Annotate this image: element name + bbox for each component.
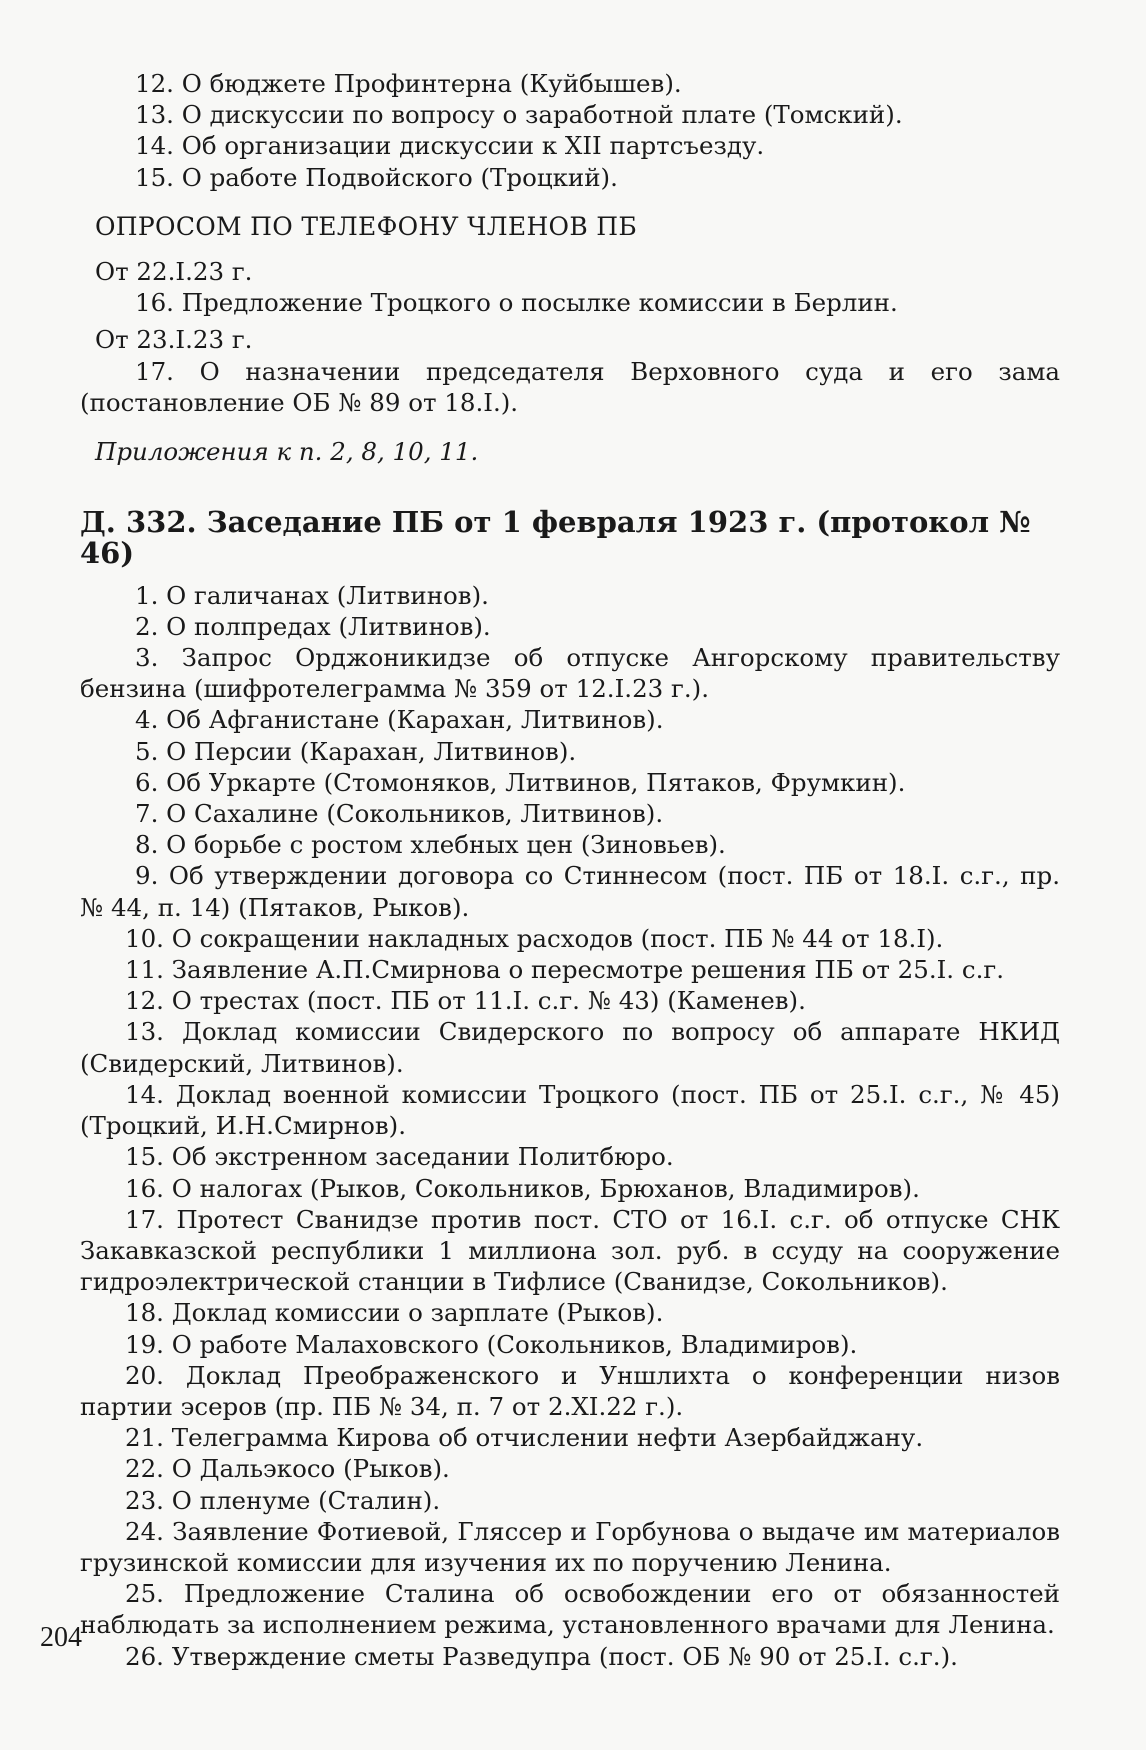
appendix-note: Приложения к п. 2, 8, 10, 11. [95,437,479,467]
list-item: 10. О сокращении накладных расходов (пост. ПБ № 44 от 18.I). [125,923,944,953]
list-item: 16. Предложение Троцкого о посылке комиссии в Берлин. [135,288,898,318]
top-item-list [80,68,1060,193]
list-item: 13. О дискуссии по вопросу о заработной плате (Томский). [135,100,903,130]
list-item: 22. О Дальэкосо (Рыков). [125,1454,450,1484]
date-line: От 22.I.23 г. [95,257,253,287]
list-item: 16. О налогах (Рыков, Сокольников, Брюханов, Владимиров). [125,1173,920,1203]
list-item: 14. Доклад военной комиссии Троцкого (пост. ПБ от 25.I. с.г., № 45) (Троцкий, И.Н.Смирнов). [80,1079,1060,1141]
list-item: 13. Доклад комиссии Свидерского по вопросу об аппарате НКИД (Свидерский, Литвинов). [80,1017,1060,1078]
section-item-list [80,580,1060,1672]
list-item: 23. О пленуме (Сталин). [125,1485,441,1515]
list-item: 1. О галичанах (Литвинов). [135,580,489,610]
list-item: 25. Предложение Сталина об освобождении его от обязанностей наблюдать за исполнением режима, установленного врачами для Ленина. [80,1579,1060,1640]
list-item: 2. О полпредах (Литвинов). [135,611,491,641]
list-item: 21. Телеграмма Кирова об отчислении нефти Азербайджану. [125,1423,924,1453]
list-item: 4. Об Афганистане (Карахан, Литвинов). [135,705,664,735]
page-number: 204 [40,1622,82,1653]
list-item: 18. Доклад комиссии о зарплате (Рыков). [125,1298,664,1328]
list-item: 12. О трестах (пост. ПБ от 11.I. с.г. № 43) (Каменев). [125,986,806,1016]
list-item: 8. О борьбе с ростом хлебных цен (Зиновьев). [135,830,726,860]
list-item: 20. Доклад Преображенского и Уншлихта о конференции низов партии эсеров (пр. ПБ № 34, п. 7 от 2.XI.22 г.). [80,1360,1060,1421]
list-item: 15. О работе Подвойского (Троцкий). [135,162,618,192]
list-item: 26. Утверждение сметы Разведупра (пост. ОБ № 90 от 25.I. с.г.). [125,1641,958,1671]
phone-poll-heading: ОПРОСОМ ПО ТЕЛЕФОНУ ЧЛЕНОВ ПБ [95,211,638,241]
list-item: 15. Об экстренном заседании Политбюро. [125,1142,674,1172]
list-item: 14. Об организации дискуссии к XII партсъезду. [135,131,765,161]
list-item: 24. Заявление Фотиевой, Гляссер и Горбунова о выдаче им материалов грузинской комиссии для изучения их по поручению Ленина. [80,1516,1060,1577]
list-item: 12. О бюджете Профинтерна (Куйбышев). [135,69,682,98]
list-item: 6. Об Уркарте (Стомоняков, Литвинов, Пятаков, Фрумкин). [135,767,906,797]
list-item: 17. О назначении председателя Верховного суда и его зама (постановление ОБ № 89 от 18.I.). [80,356,1060,417]
list-item: 5. О Персии (Карахан, Литвинов). [135,736,577,766]
page-content [80,68,1060,1672]
list-item: 9. Об утверждении договора со Стиннесом (пост. ПБ от 18.I. с.г., пр. № 44, п. 14) (Пятаков, Рыков). [80,861,1060,922]
section-title: Д. 332. Заседание ПБ от 1 февраля 1923 г. (протокол № 46) [80,505,1031,571]
list-item: 17. Протест Сванидзе против пост. СТО от 16.I. с.г. об отпуске СНК Закавказской республики 1 миллиона зол. руб. в ссуду на сооружение гидроэлектрической станции в Тифлисе (Сванидзе, Сокольников). [80,1204,1060,1297]
list-item: 19. О работе Малаховского (Сокольников, Владимиров). [125,1329,858,1359]
list-item: 3. Запрос Орджоникидзе об отпуске Ангорскому правительству бензина (шифротелеграмма № 359 от 12.I.23 г.). [80,643,1060,704]
date-line: От 23.I.23 г. [95,325,253,355]
list-item: 11. Заявление А.П.Смирнова о пересмотре решения ПБ от 25.I. с.г. [125,955,1005,985]
list-item: 7. О Сахалине (Сокольников, Литвинов). [135,799,664,829]
